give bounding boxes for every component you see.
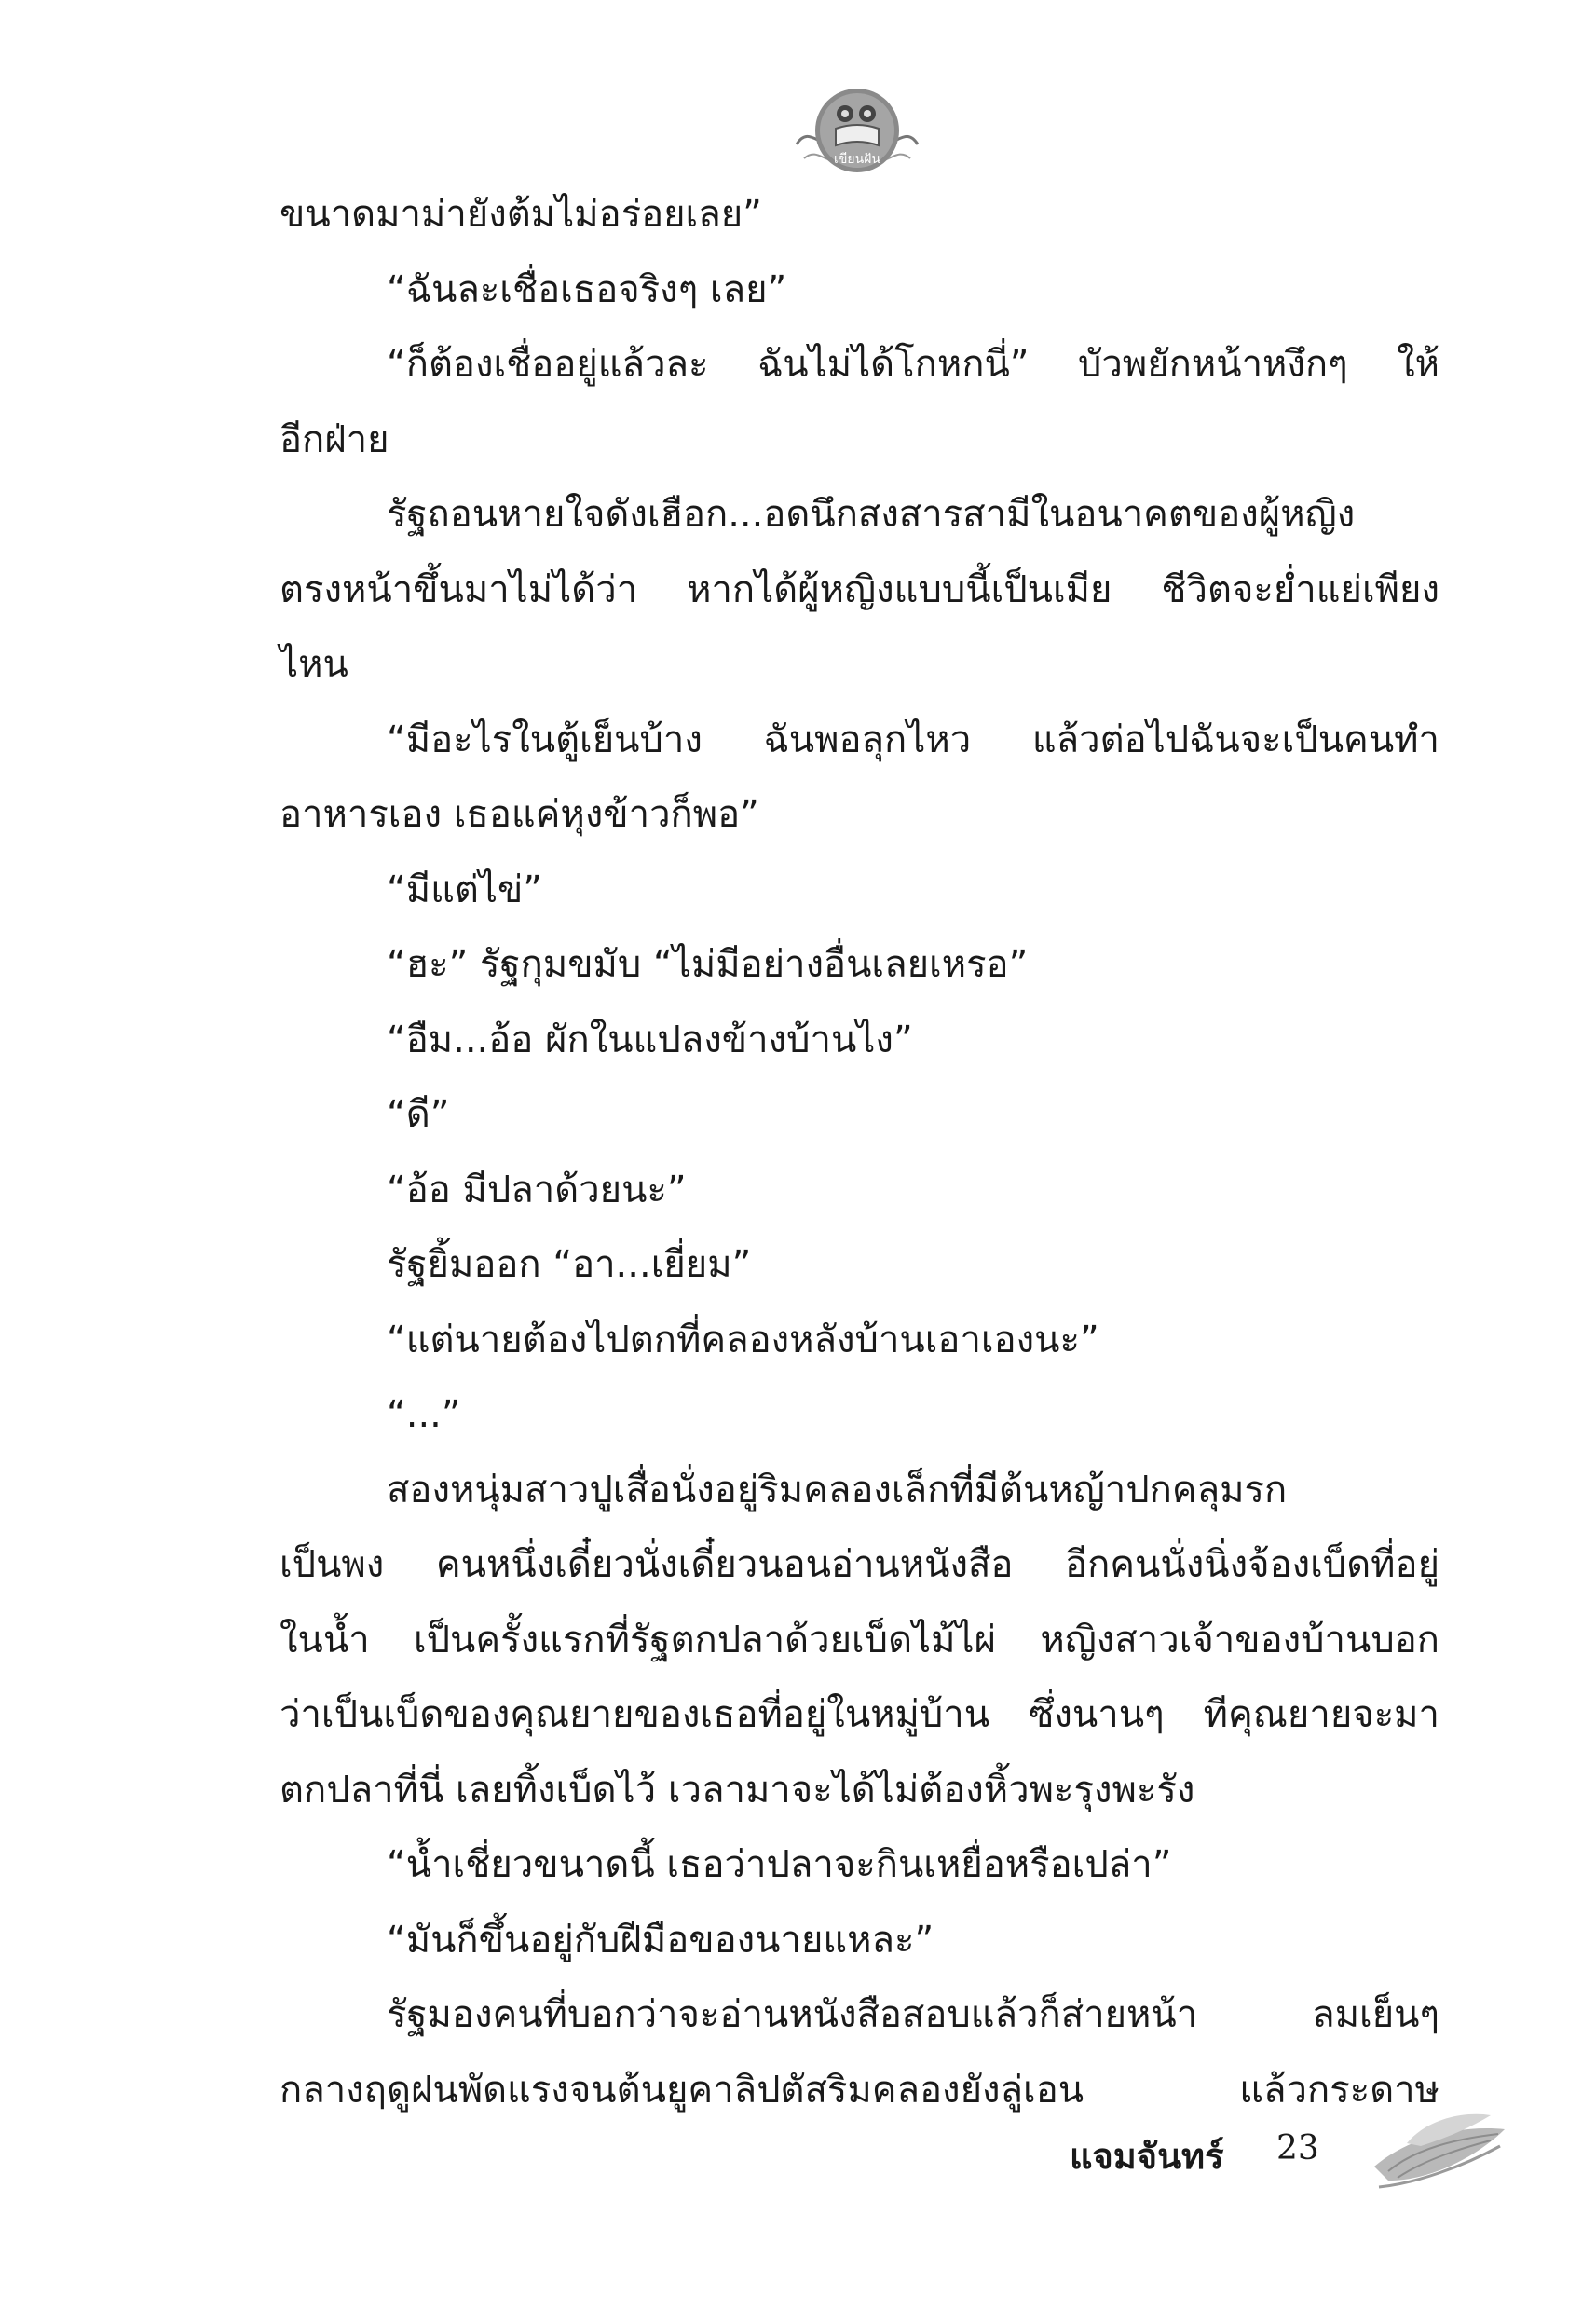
header-emblem-icon (787, 56, 927, 186)
text-line: ในน้ำ เป็นครั้งแรกที่รัฐตกปลาด้วยเบ็ดไม้ไผ่ หญิงสาวเจ้าของบ้านบอก (280, 1618, 1439, 1661)
emblem-text: เขียนฝัน (834, 152, 880, 167)
text-line: “ฉันละเชื่อเธอจริงๆ เลย” (387, 267, 787, 311)
text-line: “ก็ต้องเชื่ออยู่แล้วละ ฉันไม่ได้โกหกนี่” บัวพยักหน้าหงึกๆ ให้ (387, 343, 1439, 386)
text-line: “ฮะ” รัฐกุมขมับ “ไม่มีอย่างอื่นเลยเหรอ” (387, 943, 1029, 986)
text-line: ว่าเป็นเบ็ดของคุณยายของเธอที่อยู่ในหมู่บ้าน ซึ่งนานๆ ทีคุณยายจะมา (280, 1693, 1439, 1736)
text-line: “น้ำเชี่ยวขนาดนี้ เธอว่าปลาจะกินเหยื่อหรือเปล่า” (387, 1843, 1172, 1886)
text-line: “...” (387, 1393, 461, 1436)
text-line: “มีอะไรในตู้เย็นบ้าง ฉันพอลุกไหว แล้วต่อไปฉันจะเป็นคนทำ (387, 718, 1439, 761)
text-line: รัฐมองคนที่บอกว่าจะอ่านหนังสือสอบแล้วก็ส่ายหน้า ลมเย็นๆ (387, 1993, 1439, 2036)
text-line: รัฐยิ้มออก “อา...เยี่ยม” (387, 1243, 752, 1286)
page-number: 23 (1276, 2129, 1319, 2167)
text-line: เป็นพง คนหนึ่งเดี๋ยวนั่งเดี๋ยวนอนอ่านหนังสือ อีกคนนั่งนิ่งจ้องเบ็ดที่อยู่ (280, 1543, 1439, 1586)
corn-ear-icon (1370, 2101, 1509, 2195)
text-line: “อืม...อ้อ ผักในแปลงข้างบ้านไง” (387, 1018, 913, 1061)
text-line: ไหน (280, 643, 348, 686)
text-line: สองหนุ่มสาวปูเสื่อนั่งอยู่ริมคลองเล็กที่มีต้นหญ้าปกคลุมรก (387, 1468, 1288, 1511)
text-line: “ดี” (387, 1093, 450, 1136)
text-line: กลางฤดูฝนพัดแรงจนต้นยูคาลิปตัสริมคลองยังลู่เอน แล้วกระดาษ (280, 2068, 1439, 2112)
text-line: “แต่นายต้องไปตกที่คลองหลังบ้านเอาเองนะ” (387, 1318, 1099, 1361)
text-line: ตกปลาที่นี่ เลยทิ้งเบ็ดไว้ เวลามาจะได้ไม่ต้องหิ้วพะรุงพะรัง (280, 1768, 1195, 1812)
text-line: “อ้อ มีปลาด้วยนะ” (387, 1168, 687, 1211)
text-line: ขนาดมาม่ายังต้มไม่อร่อยเลย” (280, 193, 762, 236)
text-line: “มันก็ขึ้นอยู่กับฝีมือของนายแหละ” (387, 1918, 934, 1962)
text-line: อาหารเอง เธอแค่หุงข้าวก็พอ” (280, 793, 759, 836)
text-line: ตรงหน้าขึ้นมาไม่ได้ว่า หากได้ผู้หญิงแบบนี้เป็นเมีย ชีวิตจะย่ำแย่เพียง (280, 567, 1439, 611)
text-line: อีกฝ่าย (280, 417, 389, 461)
book-title: แจมจันทร์ (1070, 2136, 1224, 2177)
text-line: “มีแต่ไข่” (387, 868, 543, 911)
text-line: รัฐถอนหายใจดังเฮือก...อดนึกสงสารสามีในอนาคตของผู้หญิง (387, 493, 1356, 536)
